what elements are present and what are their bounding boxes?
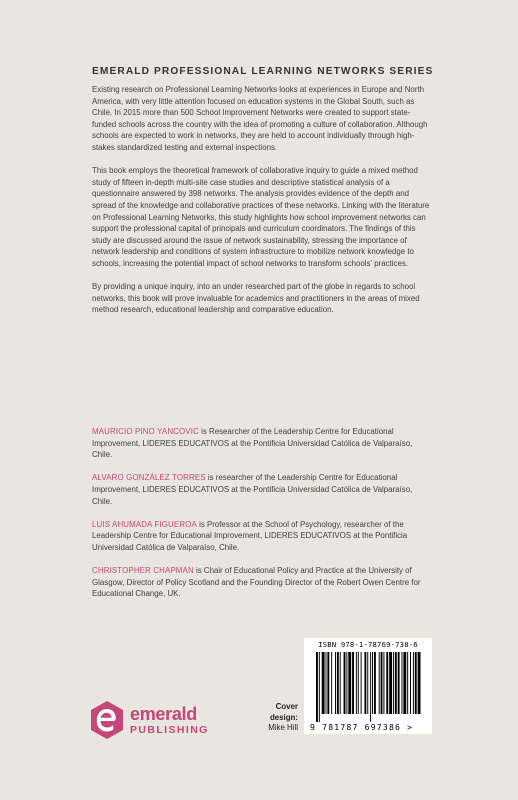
author-bio <box>92 519 434 554</box>
author-bio <box>92 472 434 507</box>
description-paragraph: By providing a unique inquiry, into an under researched part of the globe in regards to school networks, this book will prove invaluable for academics and practitioners in the areas of mixed method research, educational leadership and comparative education. <box>92 282 420 315</box>
author-name: LUIS AHUMADA FIGUEROA <box>92 519 197 529</box>
barcode-digits: 9 781787 697386 > <box>310 722 414 732</box>
author-name: CHRISTOPHER CHAPMAN <box>92 566 194 576</box>
author-name: ALVARO GONZÁLEZ TORRES <box>92 473 206 483</box>
logo-subtitle: PUBLISHING <box>130 723 209 736</box>
isbn-number: ISBN 978-1-78769-738-6 <box>318 640 418 649</box>
book-description <box>92 84 434 327</box>
isbn-barcode <box>304 638 432 734</box>
series-title: EMERALD PROFESSIONAL LEARNING NETWORKS SERIES <box>92 66 434 77</box>
cover-designer-name: Mike Hill <box>268 723 298 733</box>
author-description: is Chair of Educational Policy and Practice at the University of Glasgow, Director of Policy Scotland and the Founding Director of the Robert Owen Centre for Educational Change, UK. <box>92 566 421 599</box>
barcode-image <box>310 652 426 722</box>
emerald-logo-icon <box>90 700 124 740</box>
logo-wordmark: emerald <box>130 703 197 724</box>
author-bio <box>92 565 434 600</box>
author-bios <box>92 426 434 612</box>
description-paragraph: Existing research on Professional Learning Networks looks at experiences in Europe and North America, with very little attention focused on education systems in the Global South, such as Chile. In 2015 more than 500 School Improvement Networks were created to support state-funded schools across the country with the idea of promoting a culture of collaboration. Although schools are expected to work in networks, they are held to account individually through high-stakes standardized testing and external inspections. <box>92 85 428 152</box>
cover-design-credit <box>258 702 298 734</box>
cover-design-label: Cover design: <box>269 702 298 722</box>
description-paragraph: This book employs the theoretical framework of collaborative inquiry to guide a mixed method study of fifteen in-depth multi-site case studies and descriptive statistical analysis of a questionnaire answered by 398 networks. The analysis provides evidence of the depth and spread of the knowledge and collaborative practices of these networks. Linking with the literature on Professional Learning Networks, this study highlights how school improvement networks can support the professional capital of principals and curriculum coordinators. The findings of this study are discussed around the issue of network sustainability, stressing the importance of network leadership and conditions of system infrastructure to mobilize network knowledge to schools, increasing the potential impact of school networks to transform schools' practices. <box>92 166 430 268</box>
author-bio <box>92 426 434 461</box>
author-description: is Researcher of the Leadership Centre for Educational Improvement, LIDERES EDUCATIVOS at the Pontificia Universidad Católica de Valparaíso, Chile. <box>92 427 413 460</box>
author-description: is Professor at the School of Psychology, researcher of the Leadership Centre for Educational Improvement, LIDERES EDUCATIVOS at the Pontificia Universidad Católica de Valparaíso, Chile. <box>92 519 408 552</box>
emerald-publishing-logo <box>90 700 209 740</box>
author-description: is researcher of the Leadership Centre for Educational Improvement, LIDERES EDUCATIVOS at the Pontificia Universidad Católica de Valparaíso, Chile. <box>92 473 413 506</box>
author-name: MAURICIO PINO YANCOVIC <box>92 427 199 436</box>
